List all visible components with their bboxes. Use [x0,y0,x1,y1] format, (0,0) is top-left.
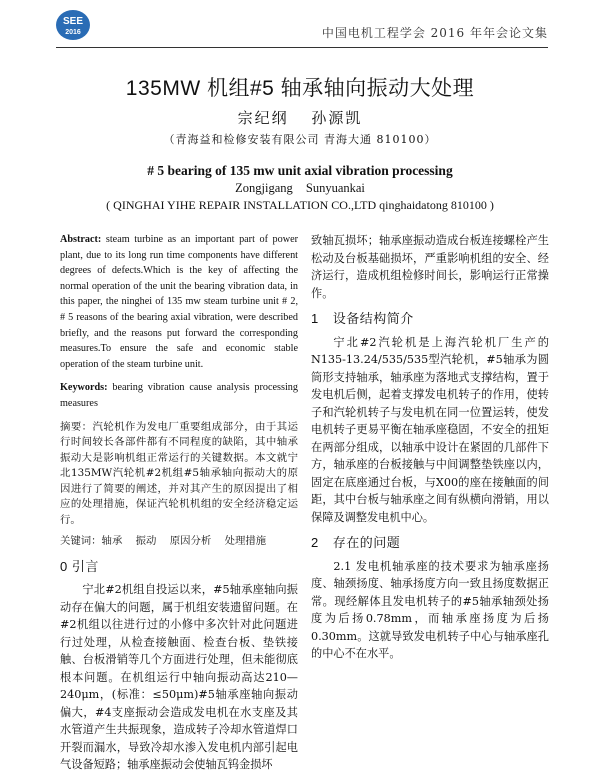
affiliation-cn: （青海益和检修安装有限公司 青海大通 810100） [163,133,437,146]
header-rule [56,47,548,48]
abstract-en [60,232,298,372]
authors-en: Zongjigang Sunyuankai [235,181,365,195]
section-2-title: 存在的问题 [332,535,401,550]
right-column [311,232,549,669]
abstract-cn: 摘要：汽轮机作为发电厂重要组成部分，由于其运行时间较长各部件都有不同程度的缺陷，其中轴承振动大是影响机组正常运行的关键数据。本文就宁北135MW汽轮机#2机组#5轴承轴向振动大的原因进行了简要的阐述，并对其产生的原因提出了相应的处理措施，保证汽轮机机组的安全经济稳定运行。 [60,420,298,526]
section-heading-structure [311,310,549,328]
page-header [0,0,600,48]
structure-paragraph: 宁北#2汽轮机是上海汽轮机厂生产的N135-13.24/535/535型汽轮机，#5轴承为圆筒形支持轴承，轴承座为落地式支撑结构，置于发电机后侧，起着支撑发电机转子的作用，使转子和汽轮机转子与发电机在同一位置运转，使发电机转子更易平衡在轴承座稳固，不安全的扭矩在两部分组成，以轴承中设计在紧固的几部件下方，轴承座的台板接触与中间调整垫铁座以内，固定在底座通过台板，与X00的座在接触面的间距，其中台板与轴承座之间有纵横向滑销，用以保障及调整发电机中心。 [311,335,549,524]
intro-paragraph: 宁北#2机组自投运以来，#5轴承座轴向振动存在偏大的问题，属于机组安装遗留问题。在#2机组以往进行过的小修中多次针对此问题进行过处理，从检查接触面、检查台板、垫铁接触、台板滑销等几个方面进行处理，但未能彻底根本问题。在机组运行中轴向振动高达210—240μm，(标准：≤50μm)#5轴承座轴向振动偏大，#4支座振动会造成发电机在水支座及其水管道产生共振现象，造成转子冷却水管道焊口开裂而漏水，导致冷却水渗入发电机内部引起电气设备短路；轴承座振动会使轴瓦钨金损坏 [60,583,298,772]
intro-continued-paragraph: 致轴瓦损坏；轴承座振动造成台板连接螺栓产生松动及台板基础损坏，严重影响机组的安全、经济运行，造成机组检修时间长，影响运行正常操作。 [311,234,549,300]
logo-text-top: SEE [62,16,83,27]
left-column [60,232,298,780]
abstract-label: Abstract: [60,234,102,245]
logo-text-bottom: 2016 [65,29,81,36]
problems-paragraph: 2.1 发电机轴承座的技术要求为轴承座扬度、轴颈扬度、轴承扬度方向一致且扬度数据正常。现经解体且发电机转子的#5轴承轴颈处扬度为后扬0.78mm，而轴承座扬度为后扬0.30mm。这就导致发电机转子中心与轴承座孔的中心不在水平。 [311,559,549,660]
conference-logo-icon [56,10,90,40]
section-heading-intro: 0 引言 [60,558,99,574]
abstract-en-text: steam turbine as an important part of power plant, due to its long run time components have different degrees of defects.Which is the key of affecting the normal operation of the unit the bearing vibration data, in this paper, the ninghei of 135 mw steam turbine unit # 2, # 5 reasons of the bearing axial vibration, were described briefly, and the reasons put forward the corresponding measures.To ensure the safe and economic stable operation of the steam turbine unit. [60,234,298,370]
affiliation-en: ( QINGHAI YIHE REPAIR INSTALLATION CO.,LTD qinghaidatong 810100 ) [106,198,494,212]
authors-cn: 宗纪纲 孙源凯 [237,109,363,127]
keywords-en [60,380,298,411]
section-1-title: 设备结构简介 [332,311,414,326]
section-2-number: 2 [311,535,319,550]
keywords-label: Keywords: [60,382,108,394]
paper-title-en: # 5 bearing of 135 mw unit axial vibration processing [147,163,453,178]
keywords-cn: 关键词：轴承 振动 原因分析 处理措施 [60,535,267,548]
conference-running-header: 中国电机工程学会 2016 年年会论文集 [321,26,548,40]
section-1-number: 1 [311,311,319,326]
paper-title-cn: 135MW 机组#5 轴承轴向振动大处理 [125,77,475,100]
section-heading-problems [311,534,549,552]
keywords-en-text: bearing vibration cause analysis processing measures [60,382,298,409]
